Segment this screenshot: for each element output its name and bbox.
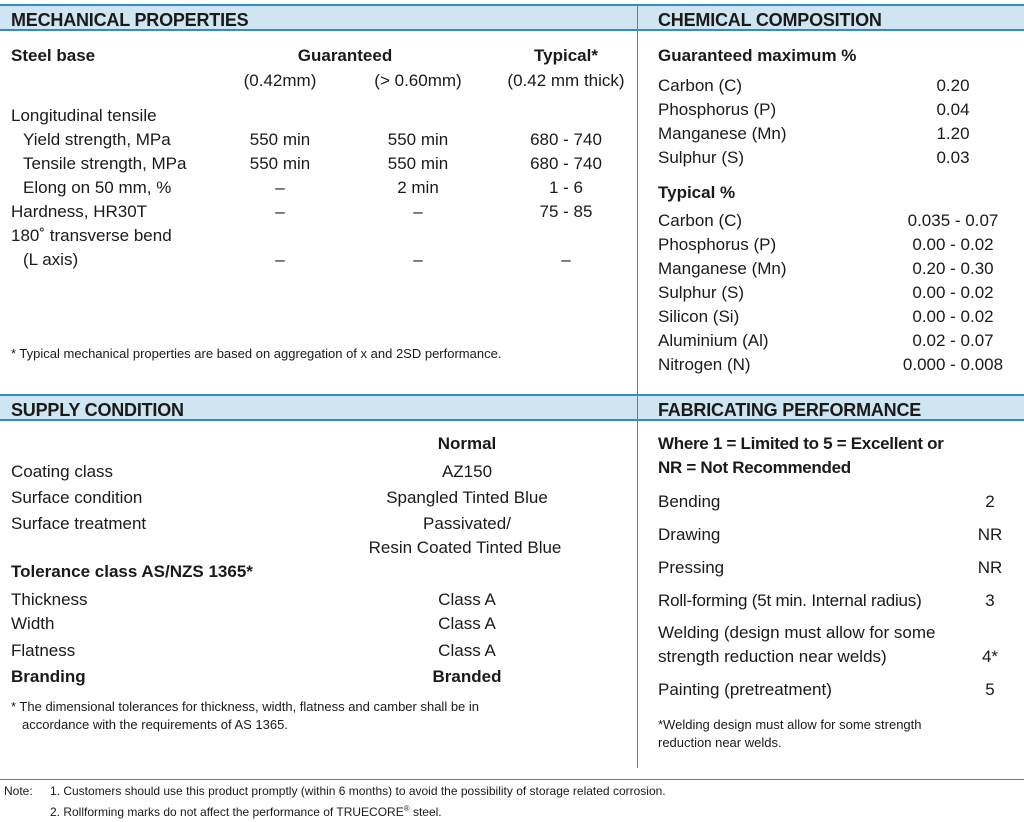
registered-mark: ® — [403, 804, 410, 813]
thickness-value: Class A — [438, 590, 496, 609]
chem-value: 0.04 — [936, 100, 970, 119]
branding-label: Branding — [11, 667, 86, 686]
note-line-1: 1. Customers should use this product promptly (within 6 months) to avoid the possibility of storage related corrosion. — [50, 784, 666, 798]
flatness-label: Flatness — [11, 641, 76, 660]
chem-name: Phosphorus (P) — [658, 235, 777, 254]
bend-c: – — [561, 250, 571, 269]
chem-name: Carbon (C) — [658, 211, 743, 230]
chem-name: Manganese (Mn) — [658, 124, 787, 143]
bend-a: – — [275, 250, 285, 269]
fabricating-footnote-2: reduction near welds. — [658, 735, 782, 750]
surface-condition-label: Surface condition — [11, 488, 143, 507]
chem-value: 0.20 - 0.30 — [912, 259, 994, 278]
typical-heading: Typical* — [534, 46, 598, 65]
chem-value: 0.000 - 0.008 — [902, 355, 1004, 374]
bend-label: 180˚ transverse bend — [11, 226, 172, 245]
chem-value: 1.20 — [936, 124, 970, 143]
chem-value: 0.20 — [936, 76, 970, 95]
supply-header: SUPPLY CONDITION — [11, 400, 184, 420]
width-value: Class A — [438, 614, 496, 633]
chem-name: Aluminium (Al) — [658, 331, 769, 350]
surface-treatment-label: Surface treatment — [11, 514, 147, 533]
sub-heading-b: (> 0.60mm) — [374, 71, 462, 90]
fabricating-intro-2: NR = Not Recommended — [658, 458, 851, 477]
sub-heading-c: (0.42 mm thick) — [507, 71, 625, 90]
fab-label: Roll-forming (5t min. Internal radius) — [658, 591, 922, 610]
note-line-2 — [50, 801, 442, 820]
fab-value: 3 — [985, 591, 995, 610]
mech-row-label: Elong on 50 mm, % — [23, 178, 172, 197]
fab-value: 2 — [985, 492, 995, 511]
fabricating-footnote: *Welding design must allow for some strength — [658, 717, 922, 732]
fab-label: Bending — [658, 492, 721, 511]
guaranteed-heading: Guaranteed — [297, 46, 393, 65]
mech-row-b: 550 min — [387, 154, 449, 173]
typical-title: Typical % — [658, 183, 736, 202]
longitudinal-label: Longitudinal tensile — [11, 106, 157, 125]
surface-treatment-value-2: Resin Coated Tinted Blue — [368, 538, 562, 557]
supply-header-bar — [0, 394, 637, 421]
mechanical-footnote: * Typical mechanical properties are based on aggregation of x and 2SD performance. — [11, 346, 502, 361]
mech-row-label: Tensile strength, MPa — [23, 154, 187, 173]
fab-label-2: strength reduction near welds) — [658, 647, 887, 666]
mech-row-c: 680 - 740 — [530, 130, 602, 149]
note-line-2-text: 2. Rollforming marks do not affect the performance of TRUECORE — [50, 805, 404, 819]
fab-label: Painting (pretreatment) — [658, 680, 832, 699]
mechanical-header: MECHANICAL PROPERTIES — [11, 10, 249, 30]
chem-value: 0.03 — [936, 148, 970, 167]
mech-row-label: Yield strength, MPa — [23, 130, 171, 149]
surface-condition-value: Spangled Tinted Blue — [386, 488, 548, 507]
note-divider — [0, 779, 1024, 780]
fab-value: 4* — [981, 647, 999, 666]
chem-name: Silicon (Si) — [658, 307, 740, 326]
coating-label: Coating class — [11, 462, 114, 481]
fabricating-intro: Where 1 = Limited to 5 = Excellent or — [658, 434, 944, 453]
chem-name: Carbon (C) — [658, 76, 743, 95]
mech-row-b: – — [413, 202, 423, 221]
chem-name: Manganese (Mn) — [658, 259, 787, 278]
surface-treatment-value: Passivated/ — [423, 514, 511, 533]
steel-base-label: Steel base — [11, 46, 96, 65]
mech-row-a: – — [275, 202, 285, 221]
width-label: Width — [11, 614, 55, 633]
chem-value: 0.02 - 0.07 — [912, 331, 994, 350]
chem-value: 0.00 - 0.02 — [912, 307, 994, 326]
mech-row-b: 2 min — [397, 178, 439, 197]
tolerance-title: Tolerance class AS/NZS 1365* — [11, 562, 253, 581]
fabricating-header-bar — [638, 394, 1024, 421]
mech-row-c: 75 - 85 — [539, 202, 593, 221]
branding-value: Branded — [432, 667, 502, 686]
chem-value: 0.035 - 0.07 — [907, 211, 999, 230]
mech-row-a: – — [275, 178, 285, 197]
chem-name: Sulphur (S) — [658, 283, 744, 302]
note-label: Note: — [4, 784, 33, 798]
coating-value: AZ150 — [441, 462, 493, 481]
mech-row-c: 1 - 6 — [548, 178, 584, 197]
note-line-2-end: steel. — [409, 805, 442, 819]
chemical-header: CHEMICAL COMPOSITION — [658, 10, 882, 30]
fab-value: 5 — [985, 680, 995, 699]
chem-name: Nitrogen (N) — [658, 355, 751, 374]
bend-b: – — [413, 250, 423, 269]
fab-label: Pressing — [658, 558, 725, 577]
fabricating-header: FABRICATING PERFORMANCE — [658, 400, 922, 420]
fab-value: NR — [977, 558, 1003, 577]
bend-axis-label: (L axis) — [23, 250, 79, 269]
supply-footnote: * The dimensional tolerances for thickness, width, flatness and camber shall be in — [11, 699, 480, 714]
mech-row-label: Hardness, HR30T — [11, 202, 148, 221]
mechanical-header-bar — [0, 4, 637, 31]
fab-value: NR — [977, 525, 1003, 544]
mech-row-a: 550 min — [249, 154, 311, 173]
chem-name: Phosphorus (P) — [658, 100, 777, 119]
chemical-header-bar — [638, 4, 1024, 31]
chem-value: 0.00 - 0.02 — [912, 235, 994, 254]
fab-label: Drawing — [658, 525, 721, 544]
chem-value: 0.00 - 0.02 — [912, 283, 994, 302]
supply-footnote-2: accordance with the requirements of AS 1365. — [22, 717, 288, 732]
column-divider — [637, 4, 638, 768]
sub-heading-a: (0.42mm) — [243, 71, 317, 90]
mech-row-c: 680 - 740 — [530, 154, 602, 173]
guaranteed-max-title: Guaranteed maximum % — [658, 46, 857, 65]
chem-name: Sulphur (S) — [658, 148, 744, 167]
normal-heading: Normal — [437, 434, 497, 453]
mech-row-a: 550 min — [249, 130, 311, 149]
fab-label: Welding (design must allow for some — [658, 623, 936, 642]
mech-row-b: 550 min — [387, 130, 449, 149]
flatness-value: Class A — [438, 641, 496, 660]
thickness-label: Thickness — [11, 590, 88, 609]
